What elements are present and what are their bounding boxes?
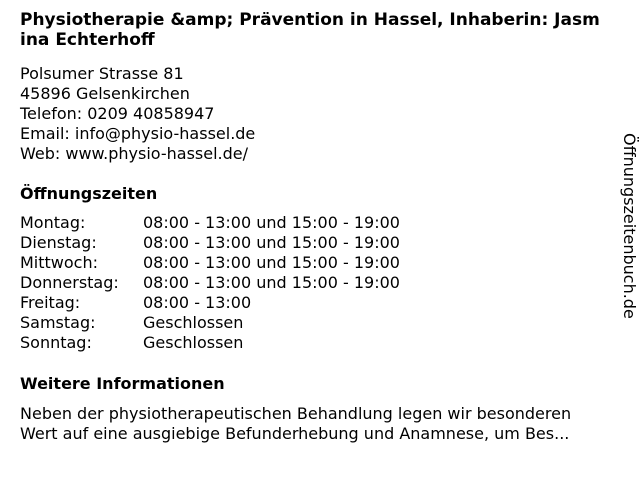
website-url: Web: www.physio-hassel.de/ xyxy=(20,144,249,163)
day-label: Freitag: xyxy=(20,293,81,312)
info-line: Wert auf eine ausgiebige Befunderhebung und Anamnese, um Bes... xyxy=(20,424,570,443)
time-range: 08:00 - 13:00 und 15:00 - 19:00 xyxy=(143,253,400,272)
info-line: Neben der physiotherapeutischen Behandlung legen wir besonderen xyxy=(20,404,572,423)
hours-row-thursday xyxy=(20,273,400,293)
time-range: Geschlossen xyxy=(143,333,244,352)
time-range: Geschlossen xyxy=(143,313,244,332)
time-range: 08:00 - 13:00 und 15:00 - 19:00 xyxy=(143,273,400,292)
day-label: Montag: xyxy=(20,213,86,232)
time-range: 08:00 - 13:00 xyxy=(143,293,252,312)
day-label: Dienstag: xyxy=(20,233,97,252)
hours-row-tuesday xyxy=(20,233,400,253)
email-address: Email: info@physio-hassel.de xyxy=(20,124,256,143)
hours-row-monday xyxy=(20,213,400,233)
hours-row-wednesday xyxy=(20,253,400,273)
more-info-heading: Weitere Informationen xyxy=(20,374,225,393)
time-range: 08:00 - 13:00 und 15:00 - 19:00 xyxy=(143,213,400,232)
city-postal: 45896 Gelsenkirchen xyxy=(20,84,190,103)
more-info-text xyxy=(20,404,620,444)
time-range: 08:00 - 13:00 und 15:00 - 19:00 xyxy=(143,233,400,252)
hours-row-sunday xyxy=(20,333,400,353)
hours-row-saturday xyxy=(20,313,400,333)
hours-row-friday xyxy=(20,293,400,313)
opening-hours-table xyxy=(20,213,400,353)
street-address: Polsumer Strasse 81 xyxy=(20,64,184,83)
opening-hours-heading: Öffnungszeiten xyxy=(20,184,158,203)
day-label: Mittwoch: xyxy=(20,253,98,272)
business-title: Physiotherapie &amp; Prävention in Hassel, Inhaberin: Jasmina Echterhoff xyxy=(20,10,600,50)
day-label: Donnerstag: xyxy=(20,273,119,292)
contact-block xyxy=(20,64,255,164)
day-label: Samstag: xyxy=(20,313,96,332)
day-label: Sonntag: xyxy=(20,333,92,352)
phone-number: Telefon: 0209 40858947 xyxy=(20,104,215,123)
site-watermark: Öffnungszeitenbuch.de xyxy=(620,133,639,319)
